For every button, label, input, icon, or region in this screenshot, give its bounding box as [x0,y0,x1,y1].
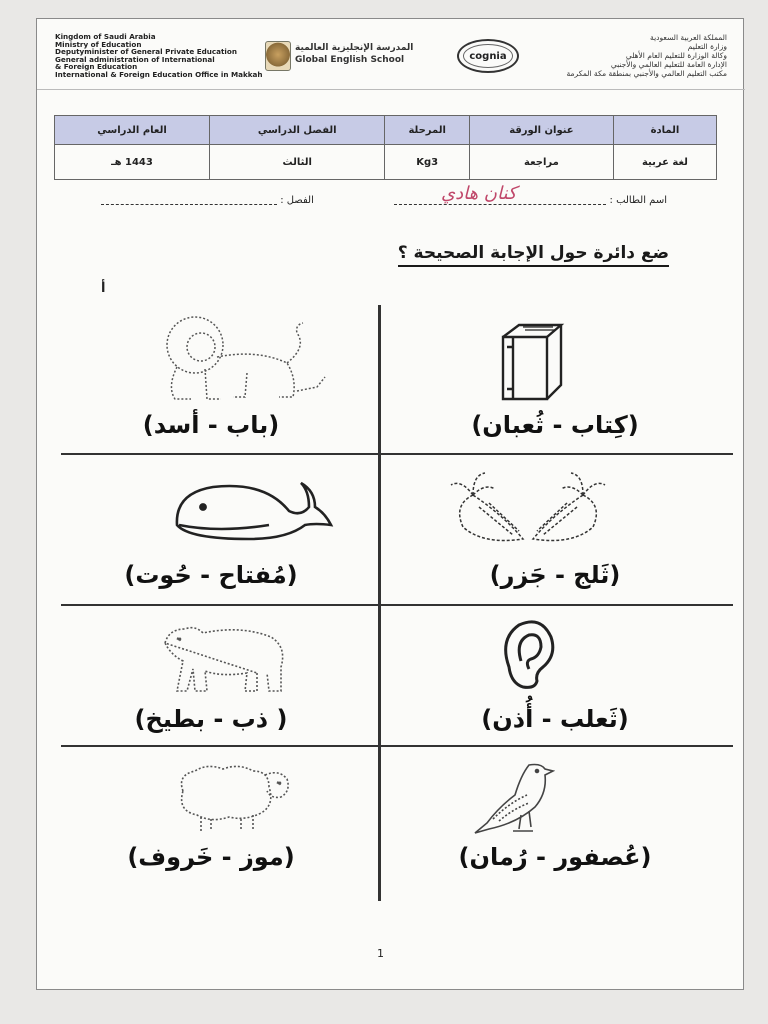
page-number: 1 [377,947,384,960]
student-name-field [394,195,667,206]
choice-bird[interactable]: (عُصفور - رُمان) [458,843,652,871]
grid-row-divider [61,453,733,455]
choice-carrot[interactable]: (ثَلج - جَزر) [489,561,621,589]
header-ar-line: الإدارة العامة للتعليم العالمي والأجنبي [610,60,727,69]
question-number: أ [101,281,106,296]
header-en-line: & Foreign Education [55,62,138,72]
table-header-title: عنوان الورقة [469,116,613,145]
school-name-arabic: المدرسة الإنجليزية العالمية [295,43,414,53]
class-label: الفصل : [280,195,314,206]
table-header-stage: المرحلة [385,116,470,145]
book-icon [489,319,569,403]
instruction-text: ضع دائرة حول الإجابة الصحيحة ؟ [398,243,669,267]
sheep-icon [169,761,293,833]
header-ar-line: المملكة العربية السعودية [650,33,727,42]
whale-icon [169,473,335,549]
class-field [101,195,314,206]
info-table [54,115,717,180]
table-header-term: الفصل الدراسي [210,116,385,145]
choice-book[interactable]: (كِتاب - ثُعبان) [471,411,639,439]
lion-icon [147,307,337,403]
header-en-line: International & Foreign Education Office in Makkah [55,69,263,79]
cognia-logo-text: cognia [469,50,507,62]
table-header-year: العام الدراسي [55,116,210,145]
bear-icon [161,619,293,695]
table-value-stage: Kg3 [385,145,470,180]
arabic-header [567,33,727,78]
choice-lion[interactable]: (باب - أسد) [142,411,280,439]
header-en-line: Ministry of Education [55,39,142,49]
student-name-handwritten: كنان هادي [441,183,517,204]
english-header [55,33,262,79]
choice-whale[interactable]: (مُفتاح - حُوت) [124,561,298,589]
header-ar-line: وزارة التعليم [687,42,727,51]
choice-bear[interactable]: ( ذب - بطيخ) [134,705,288,733]
choice-ear[interactable]: (ثَعلب - أُذن) [481,705,629,733]
header-divider [37,89,745,90]
header-en-line: Deputyminister of General Private Education [55,47,237,57]
school-logo-icon [265,41,291,71]
ear-icon [495,615,559,691]
worksheet-page [36,18,744,990]
carrot-icon [433,465,623,549]
class-line [101,196,277,205]
table-header-subject: المادة [613,116,716,145]
table-value-term: الثالث [210,145,385,180]
header-en-line: Kingdom of Saudi Arabia [55,32,156,41]
grid-row-divider [61,604,733,606]
grid-vertical-divider [378,305,381,901]
header-ar-line: مكتب التعليم العالمي والأجنبي بمنطقة مكة المكرمة [566,69,727,78]
grid-row-divider [61,745,733,747]
table-value-year: 1443 هـ [55,145,210,180]
header-en-line: General administration of International [55,54,215,64]
cognia-logo-icon [457,39,519,73]
bird-icon [469,759,555,839]
table-value-title: مراجعة [469,145,613,180]
choice-sheep[interactable]: (موز - خَروف) [127,843,295,871]
header-ar-line: وكالة الوزارة للتعليم العام الأهلي [625,51,727,60]
student-name-label: اسم الطالب : [609,195,667,206]
school-name-english: Global English School [295,55,405,65]
table-value-subject: لغة عربية [613,145,716,180]
